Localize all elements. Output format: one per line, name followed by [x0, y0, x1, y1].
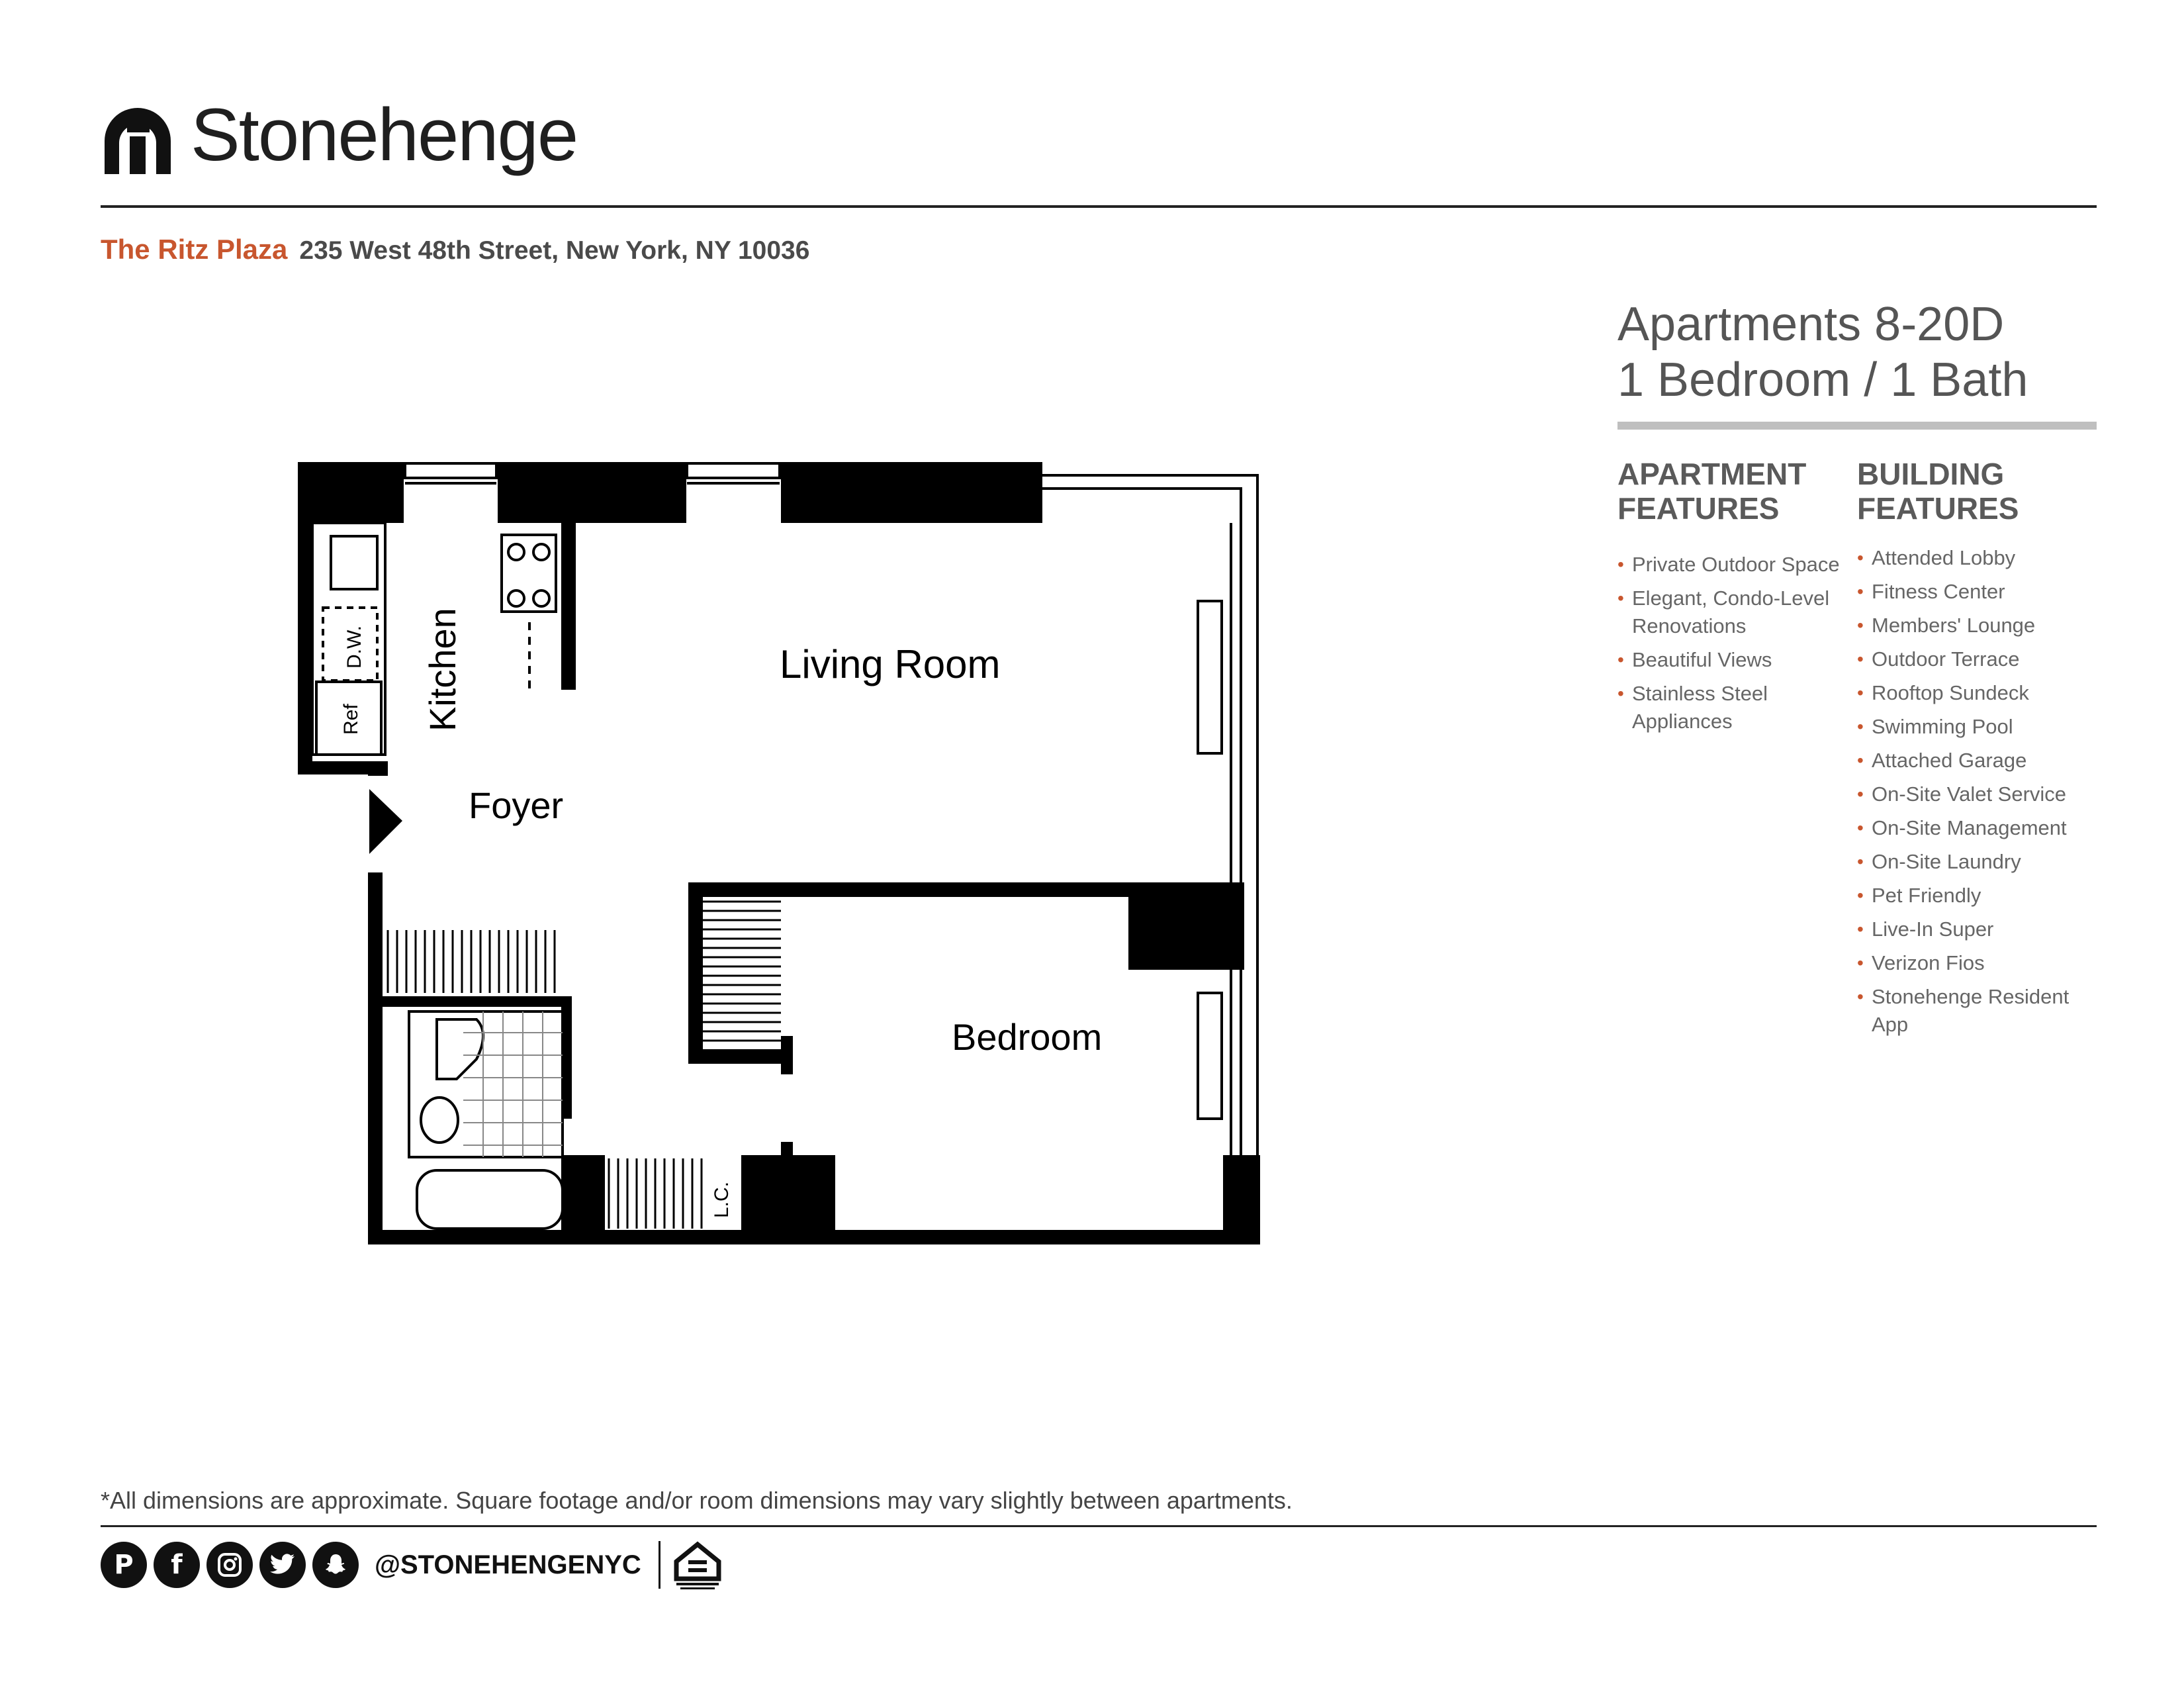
list-item: • Verizon Fios — [1857, 949, 2109, 977]
apartment-numbers: Apartments 8-20D — [1617, 298, 2005, 351]
dimension-disclaimer: *All dimensions are approximate. Square footage and/or room dimensions may vary slightly between apartments. — [101, 1487, 1293, 1514]
apartment-features — [1617, 457, 1856, 741]
list-item: • Outdoor Terrace — [1857, 645, 2109, 673]
social-row — [101, 1539, 724, 1591]
list-item: • Pet Friendly — [1857, 882, 2109, 910]
brand-name: Stonehenge — [191, 93, 578, 176]
pinterest-icon[interactable]: P — [101, 1542, 147, 1588]
list-item: • Attached Garage — [1857, 747, 2109, 774]
twitter-icon[interactable] — [259, 1542, 306, 1588]
apartment-features-heading: APARTMENT FEATURES — [1617, 457, 1807, 526]
building-line — [101, 233, 809, 267]
room-label-kitchen: Kitchen — [422, 608, 463, 731]
apartment-features-list — [1617, 551, 1856, 735]
list-item: • Stonehenge Resident App — [1857, 983, 2109, 1039]
list-item: • Stainless Steel Appliances — [1617, 680, 1856, 735]
building-features — [1857, 457, 2109, 1045]
footer-divider — [101, 1525, 2097, 1527]
building-name: The Ritz Plaza — [101, 234, 288, 265]
list-item: • Beautiful Views — [1617, 646, 1856, 674]
room-label-bedroom: Bedroom — [952, 1016, 1103, 1058]
room-label-living-room: Living Room — [780, 642, 1001, 686]
snapchat-icon[interactable] — [312, 1542, 359, 1588]
list-item: • Swimming Pool — [1857, 713, 2109, 741]
list-item: • On-Site Valet Service — [1857, 780, 2109, 808]
stonehenge-logo-icon — [98, 105, 177, 177]
building-features-list — [1857, 544, 2109, 1039]
instagram-icon[interactable] — [206, 1542, 253, 1588]
list-item: • On-Site Management — [1857, 814, 2109, 842]
list-item: • Members' Lounge — [1857, 612, 2109, 639]
appliance-label-dw: D.W. — [343, 626, 365, 669]
facebook-icon[interactable]: f — [154, 1542, 200, 1588]
apartment-title — [1617, 297, 2028, 408]
list-item: • Attended Lobby — [1857, 544, 2109, 572]
floor-plan — [291, 457, 1271, 1251]
equal-housing-opportunity-icon — [671, 1539, 724, 1591]
room-label-foyer: Foyer — [469, 784, 564, 826]
title-underline — [1617, 422, 2097, 430]
list-item: • Fitness Center — [1857, 578, 2109, 606]
header-divider — [101, 205, 2097, 208]
list-item: • Private Outdoor Space — [1617, 551, 1856, 579]
list-item: • On-Site Laundry — [1857, 848, 2109, 876]
building-features-heading: BUILDING FEATURES — [1857, 457, 2019, 526]
list-item: • Live-In Super — [1857, 915, 2109, 943]
closet-label-lc: L.C. — [711, 1181, 733, 1218]
appliance-label-ref: Ref — [340, 704, 362, 735]
social-handle[interactable]: @STONEHENGENYC — [375, 1550, 641, 1579]
apartment-layout: 1 Bedroom / 1 Bath — [1617, 353, 2028, 406]
list-item: • Elegant, Condo-Level Renovations — [1617, 585, 1856, 640]
building-address: 235 West 48th Street, New York, NY 10036 — [299, 236, 810, 265]
list-item: • Rooftop Sundeck — [1857, 679, 2109, 707]
footer-separator — [659, 1541, 660, 1589]
